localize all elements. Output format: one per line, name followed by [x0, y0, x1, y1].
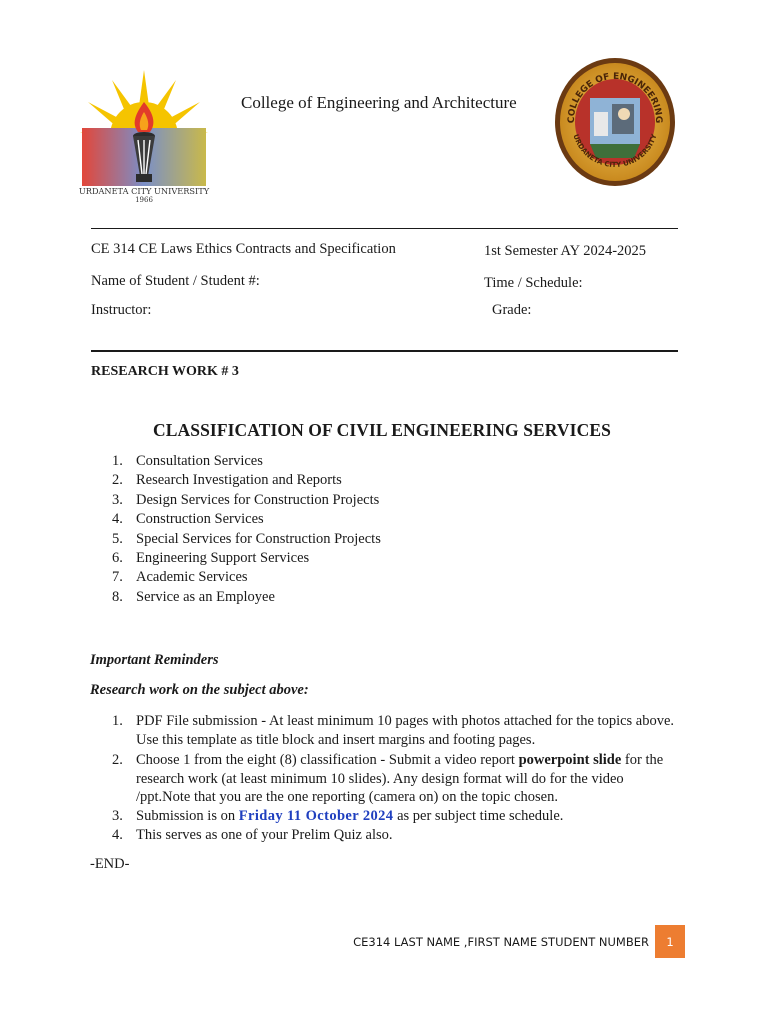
end-marker: -END-	[90, 856, 130, 872]
list-item: 7. Academic Services	[112, 569, 248, 586]
header-divider	[91, 228, 678, 229]
list-item: 1. Consultation Services	[112, 453, 263, 469]
torch-emblem-icon	[76, 66, 212, 204]
deadline-date: Friday 11 October 2024	[238, 808, 394, 824]
list-item: 2. Research Investigation and Reports	[112, 472, 342, 489]
list-item: 4. Construction Services	[112, 511, 264, 528]
classification-list	[112, 452, 381, 607]
list-item: 3. Design Services for Construction Projects	[112, 491, 380, 508]
university-logo	[76, 66, 212, 204]
course-name: CE 314 CE Laws Ethics Contracts and Specification	[91, 241, 396, 257]
document-title: CLASSIFICATION OF CIVIL ENGINEERING SERVICES	[153, 420, 611, 440]
university-year-text: 1966	[135, 196, 153, 204]
emphasis-text: powerpoint slide	[518, 752, 622, 768]
college-seal-logo	[554, 54, 676, 188]
list-item: 6. Engineering Support Services	[112, 549, 310, 566]
university-name-text: URDANETA CITY UNIVERSITY	[78, 186, 210, 196]
student-name-label: Name of Student / Student #:	[91, 273, 260, 289]
reminders-subheading: Research work on the subject above:	[90, 682, 309, 698]
schedule-label: Time / Schedule:	[484, 275, 583, 291]
reminders-heading: Important Reminders	[90, 652, 219, 668]
grade-label: Grade:	[492, 302, 532, 318]
info-divider	[91, 350, 678, 352]
college-title: College of Engineering and Architecture	[241, 93, 517, 112]
semester-label: 1st Semester AY 2024-2025	[484, 243, 647, 259]
page-number: 1	[655, 925, 685, 958]
list-item: 8. Service as an Employee	[112, 588, 275, 605]
footer-student-info: CE314 LAST NAME ,FIRST NAME STUDENT NUMBER	[353, 935, 649, 949]
list-item: 5. Special Services for Construction Projects	[112, 530, 381, 547]
research-work-label: RESEARCH WORK # 3	[91, 364, 239, 379]
seal-top-text: COLLEGE OF ENGINEERING	[566, 71, 664, 124]
instructor-label: Instructor:	[91, 302, 152, 318]
seal-bottom-text: URDANETA CITY UNIVERSITY	[571, 133, 659, 170]
college-of-engineering-seal-icon	[554, 54, 676, 188]
